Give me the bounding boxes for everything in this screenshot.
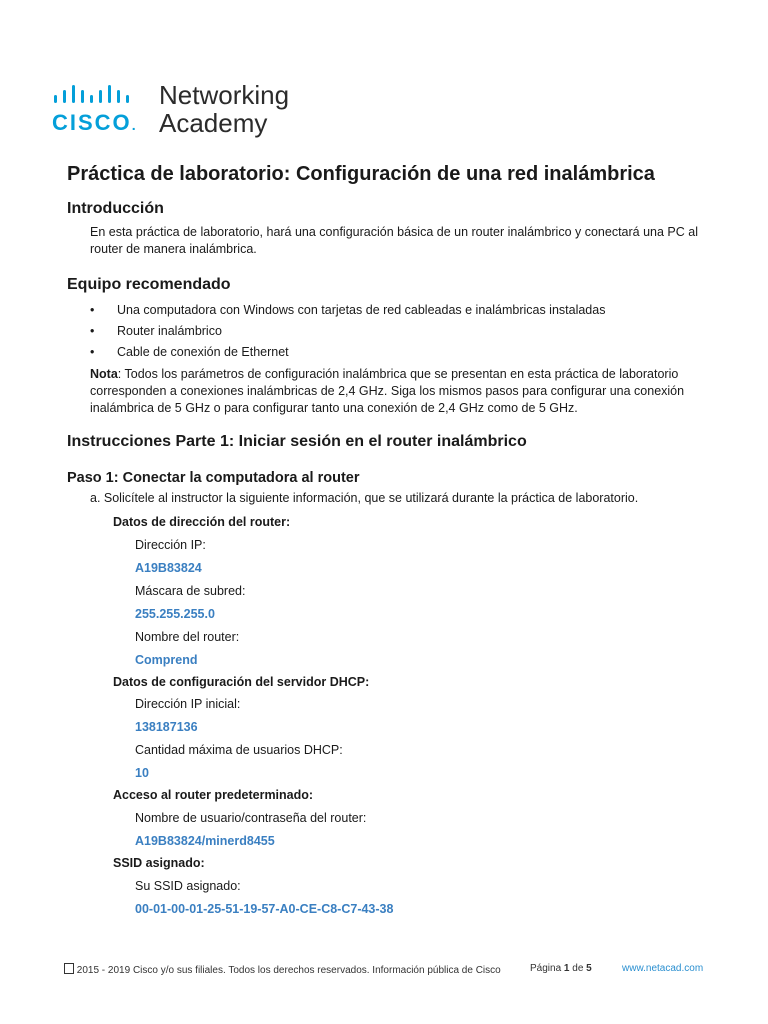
part1-heading: Instrucciones Parte 1: Iniciar sesión en el router inalámbrico — [67, 433, 527, 450]
list-item: • Router inalámbrico — [90, 324, 222, 338]
note-label: Nota — [90, 367, 118, 381]
ssid-sub-label: Su SSID asignado: — [135, 879, 241, 893]
user-pass-label: Nombre de usuario/contraseña del router: — [135, 811, 367, 825]
bullet-icon: • — [90, 303, 95, 317]
equipment-heading: Equipo recomendado — [67, 276, 231, 293]
router-name-value: Comprend — [135, 653, 198, 667]
mask-label: Máscara de subred: — [135, 584, 246, 598]
ssid-label: SSID asignado: — [113, 856, 205, 870]
list-item: • Una computadora con Windows con tarjetas de red cableadas e inalámbricas instaladas — [90, 303, 606, 317]
copyright-icon — [64, 963, 74, 974]
dhcp-data-label: Datos de configuración del servidor DHCP: — [113, 675, 370, 689]
dhcp-ip-value: 138187136 — [135, 720, 198, 734]
step1-heading: Paso 1: Conectar la computadora al router — [67, 470, 360, 486]
footer-copyright: 2015 - 2019 Cisco y/o sus filiales. Todos los derechos reservados. Información pública de Cisco — [64, 963, 501, 976]
note-text: : Todos los parámetros de configuración inalámbrica que se presentan en esta práctica de laboratorio corresponden a conexiones inalámbricas de 2,4 GHz. Siga los mismos pasos para configurar una conexión inalámbrica de 5 GHz o para configurar tanto una conexión de 2,4 GHz como de 5 GHz. — [90, 367, 685, 415]
router-name-label: Nombre del router: — [135, 630, 240, 644]
access-label: Acceso al router predeterminado: — [113, 788, 314, 802]
page-title: Práctica de laboratorio: Configuración de una red inalámbrica — [67, 163, 655, 185]
dhcp-max-label: Cantidad máxima de usuarios DHCP: — [135, 743, 343, 757]
user-pass-value: A19B83824/minerd8455 — [135, 834, 275, 848]
intro-text: En esta práctica de laboratorio, hará una configuración básica de un router inalámbrico y conectará una PC al router de manera inalámbrica. — [90, 225, 698, 256]
cisco-wordmark: CISCO. — [52, 110, 138, 135]
mask-value: 255.255.255.0 — [135, 607, 215, 621]
equipment-list — [90, 302, 605, 365]
intro-heading: Introducción — [67, 200, 164, 217]
ip-value: A19B83824 — [135, 561, 202, 575]
dhcp-ip-label: Dirección IP inicial: — [135, 697, 241, 711]
footer-netacad-link[interactable]: www.netacad.com — [622, 963, 704, 974]
bullet-icon: • — [90, 345, 95, 359]
cisco-bars-icon — [52, 84, 148, 110]
note-paragraph — [90, 366, 710, 417]
logo-networking: Networking — [159, 80, 290, 110]
ssid-value: 00-01-00-01-25-51-19-57-A0-CE-C8-C7-43-38 — [135, 902, 394, 916]
logo-academy: Academy — [159, 108, 268, 138]
list-item: • Cable de conexión de Ethernet — [90, 345, 289, 359]
bullet-icon: • — [90, 324, 95, 338]
cisco-networking-academy-logo — [52, 80, 312, 140]
footer-page-number: Página 1 de 5 — [530, 963, 592, 974]
dhcp-max-value: 10 — [135, 766, 149, 780]
router-data-label: Datos de dirección del router: — [113, 515, 291, 529]
step-a-text: a. Solicítele al instructor la siguiente información, que se utilizará durante la práctica de laboratorio. — [90, 491, 639, 505]
ip-label: Dirección IP: — [135, 538, 206, 552]
